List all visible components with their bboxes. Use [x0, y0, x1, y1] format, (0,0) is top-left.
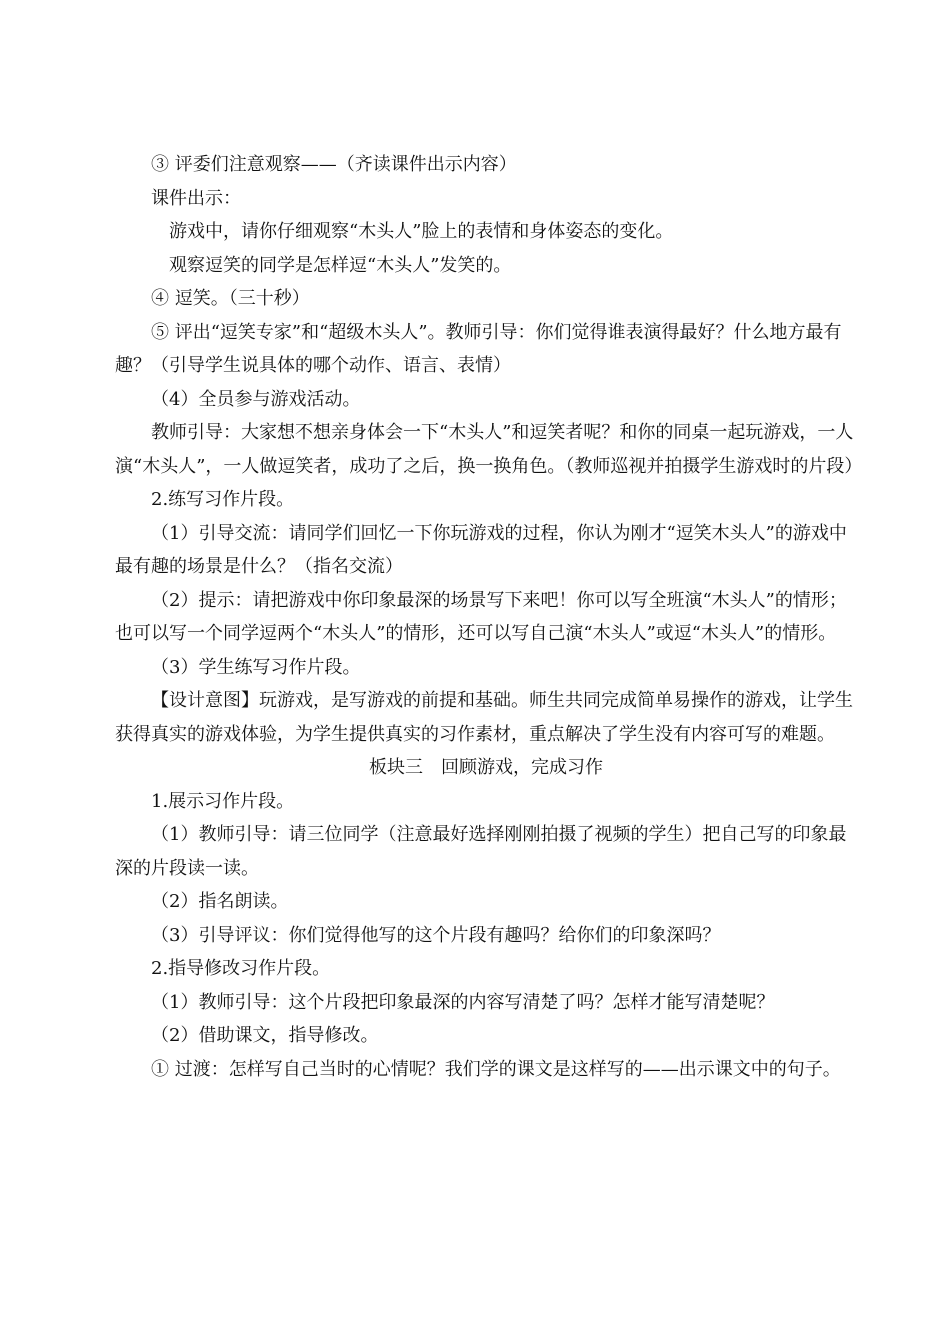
paragraph-show-fragments: 1.展示习作片段。	[151, 790, 295, 812]
paragraph-observe-tease: 观察逗笑的同学是怎样逗“木头人”发笑的。	[169, 254, 512, 276]
paragraph-teacher-guide-read: （1）教师引导：请三位同学（注意最好选择刚刚拍摄了视频的学生）把自己写的印象最深的片段读一读。	[115, 824, 847, 879]
paragraph-transition: ① 过渡：怎样写自己当时的心情呢？我们学的课文是这样写的——出示课文中的句子。	[151, 1058, 841, 1080]
document-body	[115, 148, 863, 1086]
paragraph-teacher-guide-play: 教师引导：大家想不想亲身体会一下“木头人”和逗笑者呢？和你的同桌一起玩游戏，一人演“木头人”，一人做逗笑者，成功了之后，换一换角色。（教师巡视并拍摄学生游戏时的片段）	[115, 422, 863, 477]
paragraph-judges-observe: ③ 评委们注意观察——（齐读课件出示内容）	[151, 154, 517, 175]
paragraph-guide-exchange: （1）引导交流：请同学们回忆一下你玩游戏的过程，你认为刚才“逗笑木头人”的游戏中最有趣的场景是什么？（指名交流）	[115, 522, 847, 577]
paragraph-use-text: （2）借助课文，指导修改。	[151, 1025, 379, 1046]
paragraph-hint: （2）提示：请把游戏中你印象最深的场景写下来吧！你可以写全班演“木头人”的情形；也可以写一个同学逗两个“木头人”的情形，还可以写自己演“木头人”或逗“木头人”的情形。	[115, 589, 847, 644]
paragraph-observe-expression: 游戏中，请你仔细观察“木头人”脸上的表情和身体姿态的变化。	[169, 221, 674, 242]
section-heading: 板块三 回顾游戏，完成习作	[369, 757, 603, 778]
paragraph-select-experts: ⑤ 评出“逗笑专家”和“超级木头人”。教师引导：你们觉得谁表演得最好？什么地方最有趣？（引导学生说具体的哪个动作、语言、表情）	[115, 321, 842, 376]
paragraph-guide-comment: （3）引导评议：你们觉得他写的这个片段有趣吗？给你们的印象深吗？	[151, 924, 721, 946]
paragraph-name-read: （2）指名朗读。	[151, 891, 289, 912]
paragraph-teacher-guide-clear: （1）教师引导：这个片段把印象最深的内容写清楚了吗？怎样才能写清楚呢？	[151, 991, 775, 1013]
paragraph-students-practice: （3）学生练写习作片段。	[151, 656, 361, 678]
paragraph-all-participate: （4）全员参与游戏活动。	[151, 388, 361, 410]
paragraph-tease-thirty-seconds: ④ 逗笑。（三十秒）	[151, 288, 310, 309]
paragraph-guide-revise: 2.指导修改习作片段。	[151, 958, 331, 979]
paragraph-practice-writing: 2.练写习作片段。	[151, 489, 295, 510]
paragraph-design-intent: 【设计意图】玩游戏，是写游戏的前提和基础。师生共同完成简单易操作的游戏，让学生获得真实的游戏体验，为学生提供真实的习作素材，重点解决了学生没有内容可写的难题。	[115, 690, 853, 745]
paragraph-courseware-show: 课件出示：	[151, 187, 241, 209]
